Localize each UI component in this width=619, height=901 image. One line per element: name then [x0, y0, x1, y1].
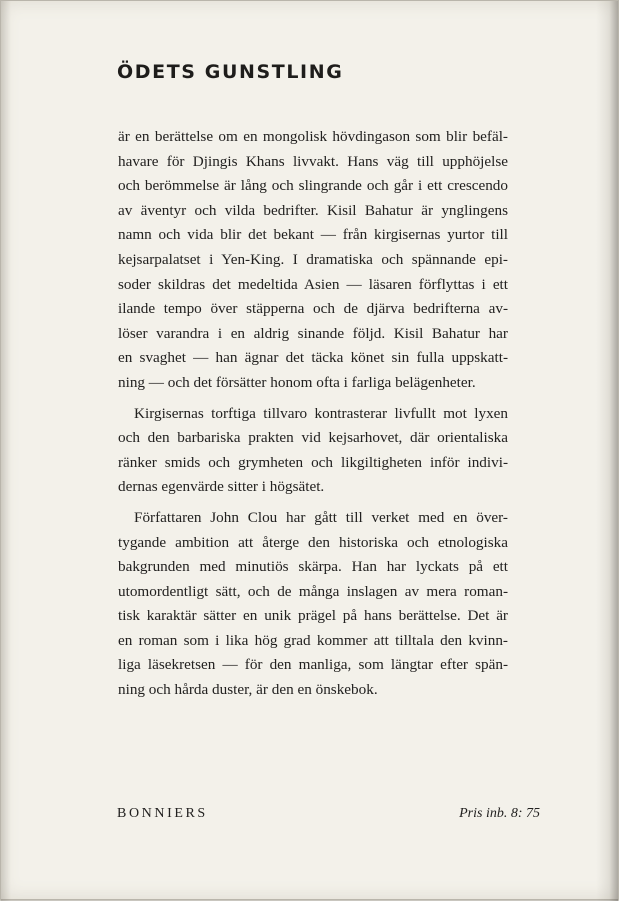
text-line: löser varandra i en aldrig sinande följd. Kisil Bahatur har [118, 324, 508, 342]
text-line: namn och vida blir det bekant — från kirgisernas yurtor till [118, 226, 508, 244]
text-line: Författaren John Clou har gått till verket med en över- [134, 508, 508, 526]
text-line: dernas egenvärde sitter i högsätet. [118, 478, 325, 496]
text-line: ilande tempo över stäpperna och de djärva bedrifterna av- [118, 300, 508, 318]
text-line: av äventyr och vilda bedrifter. Kisil Bahatur är ynglingens [118, 201, 508, 219]
text-line: kejsarpalatset i Yen-King. I dramatiska och spännande epi- [118, 250, 508, 268]
text-line: och den barbariska prakten vid kejsarhovet, där orientaliska [118, 429, 508, 447]
text-line: utomordentligt sätt, och de många inslagen av mera roman- [118, 582, 508, 600]
text-line: soder skildras det medeltida Asien — läsaren förflyttas i ett [118, 275, 508, 293]
right-edge-shadow [596, 1, 618, 901]
text-line: havare för Djingis Khans livvakt. Hans väg till upphöjelse [118, 152, 508, 170]
text-line: tisk karaktär sätter en unik prägel på hans berättelse. Det är [118, 607, 508, 625]
blurb-paragraph-2 [118, 402, 508, 500]
text-line: Kirgisernas torftiga tillvaro kontrasterar livfullt mot lyxen [134, 404, 508, 422]
text-line: är en berättelse om en mongolisk hövdingason som blir befäl- [118, 128, 508, 145]
text-line: ning — och det försätter honom ofta i farliga belägenheter. [118, 373, 476, 391]
blurb-paragraph-1 [118, 125, 508, 396]
text-line: ränker smids och grymheten och likgiltigheten inför indivi- [118, 453, 508, 471]
publisher-name: BONNIERS [117, 806, 208, 821]
blurb-text [118, 125, 508, 709]
text-line: ning och hårda duster, är den en önskebok. [118, 681, 378, 699]
text-line: och berömmelse är lång och slingrande och går i ett crescendo [118, 177, 508, 195]
left-edge-shadow [1, 1, 11, 901]
text-line: en roman som i lika hög grad kommer att tilltala den kvinn- [118, 631, 508, 649]
text-line: liga läsekretsen — för den manliga, som längtar efter spän- [118, 656, 508, 674]
text-line: en svaghet — han ägnar det täcka könet sin fulla uppskatt- [118, 349, 508, 367]
text-line: bakgrunden med minutiös skärpa. Han har lyckats på ett [118, 558, 508, 576]
blurb-paragraph-3 [118, 506, 508, 703]
text-line: tygande ambition att återge den historiska och etnologiska [118, 533, 508, 551]
book-title: ÖDETS GUNSTLING [117, 61, 344, 83]
price-label: Pris inb. 8: 75 [459, 806, 540, 821]
